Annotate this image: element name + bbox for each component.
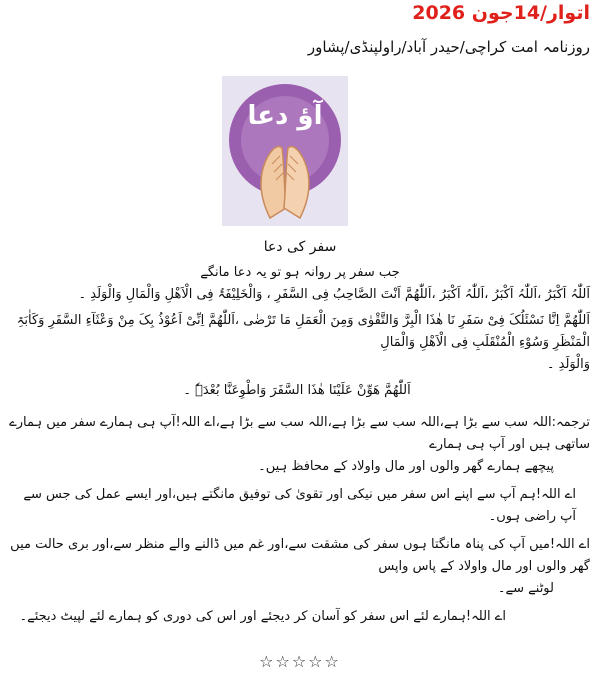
translation-paragraph-1 xyxy=(4,412,596,478)
newspaper-name: روزنامہ امت کراچی/حیدر آباد/راولپنڈی/پشاور xyxy=(307,38,590,56)
dua-line-3: وَالْوَلَدِ ۔ xyxy=(546,357,590,372)
stars-divider: ☆☆☆☆☆ xyxy=(259,652,341,671)
dua-line-2: اَللّٰھُمَّ اِنَّا نَسْئَلُکَ فِیْ سَفَرِ نَا ھٰذَا الْبِرَّ وَالتَّقْوٰی وَمِنَ الْعَمَلِ مَا تَرْضٰی ،اَللّٰھُمَّ اِنِّیْ اَعُوْذُ بِکَ مِنْ وَعْثَآءِ السَّفَرِ وَکَاٰبَۃِ الْمَنْظَرِ وَسُوْءِ الْمُنْقَلَبِ فِی الْاَھْلِ وَالْمَالِ xyxy=(16,313,590,350)
article-subtitle: جب سفر پر روانہ ہو تو یہ دعا مانگے xyxy=(200,265,400,280)
aao-dua-logo xyxy=(200,68,370,228)
translation-line: پیچھے ہمارے گھر والوں اور مال واولاد کے محافظ ہیں۔ xyxy=(258,459,554,474)
translation-paragraph-3 xyxy=(4,534,596,600)
translation-line: اے اللہ!میں آپ کی پناہ مانگتا ہوں سفر کی مشقت سے،اور غم میں ڈالنے والے منظر سے،اور بری حالت میں گھر والوں اور مال واولاد کے پاس واپس xyxy=(10,537,590,574)
article-body xyxy=(0,232,600,628)
translation-line: لوٹنے سے۔ xyxy=(497,581,554,596)
logo-text: آؤ دعا xyxy=(247,101,323,131)
article-title: سفر کی دعا xyxy=(263,239,337,255)
dua-line-4: اَللّٰھُمَّ ھَوِّنْ عَلَیْنَا ھٰذَا السَّفَرَ وَاطْوِعَنَّا بُعْدَہٗ ۔ xyxy=(183,383,411,398)
translation-line: ترجمہ:اللہ سب سے بڑا ہے،اللہ سب سے بڑا ہے،اللہ سب سے بڑا ہے،اے اللہ!آپ ہی ہمارے سفر میں ہمارے ساتھی ہیں اور آپ ہی ہمارے xyxy=(9,415,590,452)
dua-line-1: اَللّٰہُ اَکْبَرُ ،اَللّٰہُ اَکْبَرُ ،اَللّٰہُ اَکْبَرُ ،اَللّٰھُمَّ اَنْتَ الصَّاحِبُ فِی السَّفَرِ ، وَالْخَلِیْفَۃُ فِی الْاَھْلِ وَالْمَالِ وَالْوَلَدِ ۔ xyxy=(78,287,590,302)
translation-paragraph-2: اے اللہ!ہم آپ سے اپنے اس سفر میں نیکی اور تقویٰ کی توفیق مانگتے ہیں،اور ایسے عمل کی جس سے آپ راضی ہوں۔ xyxy=(23,487,576,524)
translation-paragraph-4: اے اللہ!ہمارے لئے اس سفر کو آسان کر دیجئے اور اس کی دوری کو ہمارے لئے لپیٹ دیجئے۔ xyxy=(19,609,506,624)
date-heading: اتوار/14جون 2026 xyxy=(412,2,590,24)
